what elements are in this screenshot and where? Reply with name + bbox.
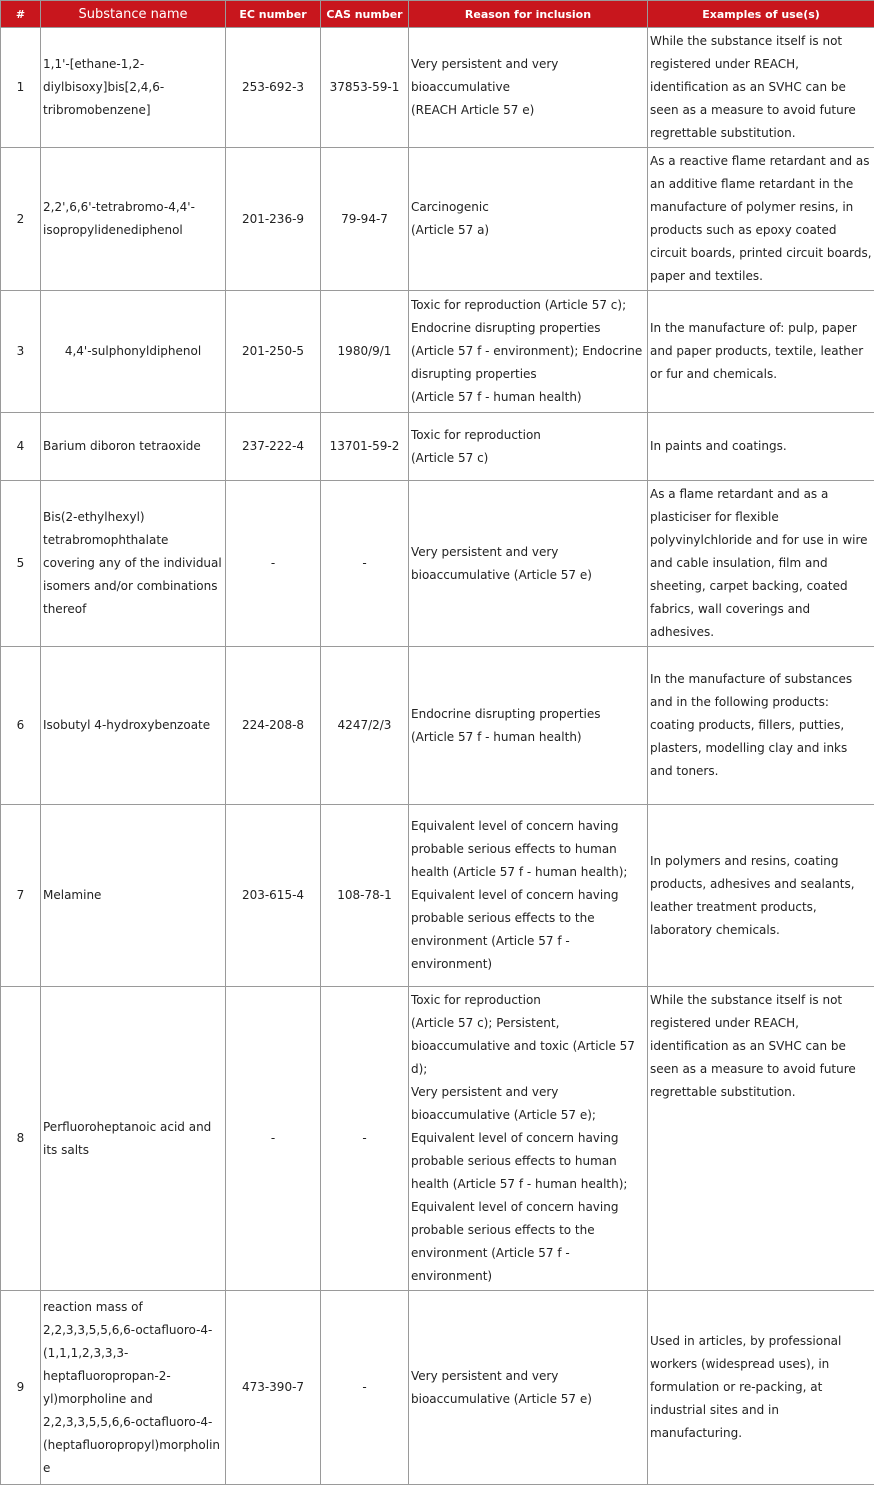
reason-for-inclusion: Very persistent and very bioaccumulative (Article 57 e) <box>409 481 648 647</box>
ec-number: 201-250-5 <box>226 291 321 413</box>
row-index: 5 <box>1 481 41 647</box>
table-row <box>1 413 874 481</box>
examples-of-use: In the manufacture of substances and in the following products: coating products, fillers, putties, plasters, modelling clay and inks and toners. <box>648 647 874 805</box>
examples-of-use: While the substance itself is not registered under REACH, identification as an SVHC can be seen as a measure to avoid future regrettable substitution. <box>648 987 874 1291</box>
table-body <box>1 28 874 1485</box>
table-row <box>1 805 874 987</box>
header-reason: Reason for inclusion <box>409 1 648 28</box>
substance-name: 2,2',6,6'-tetrabromo-4,4'-isopropylidenediphenol <box>41 148 226 291</box>
row-index: 8 <box>1 987 41 1291</box>
examples-of-use: As a flame retardant and as a plasticiser for flexible polyvinylchloride and for use in wire and cable insulation, film and sheeting, carpet backing, coated fabrics, wall coverings and adhesives. <box>648 481 874 647</box>
substance-name: Bis(2-ethylhexyl) tetrabromophthalate covering any of the individual isomers and/or combinations thereof <box>41 481 226 647</box>
substance-name: Barium diboron tetraoxide <box>41 413 226 481</box>
row-index: 3 <box>1 291 41 413</box>
header-substance-name: Substance name <box>41 1 226 28</box>
header-uses: Examples of use(s) <box>648 1 874 28</box>
ec-number: 237-222-4 <box>226 413 321 481</box>
ec-number: - <box>226 987 321 1291</box>
cas-number: - <box>321 1291 409 1485</box>
substance-name: 1,1'-[ethane-1,2-diylbisoxy]bis[2,4,6-tribromobenzene] <box>41 28 226 148</box>
substance-name: reaction mass of 2,2,3,3,5,5,6,6-octafluoro-4-(1,1,1,2,3,3,3-heptafluoropropan-2-yl)morpholine and 2,2,3,3,5,5,6,6-octafluoro-4-(heptafluoropropyl)morpholine <box>41 1291 226 1485</box>
ec-number: 224-208-8 <box>226 647 321 805</box>
row-index: 2 <box>1 148 41 291</box>
reason-for-inclusion: Toxic for reproduction (Article 57 c) <box>409 413 648 481</box>
examples-of-use: In polymers and resins, coating products, adhesives and sealants, leather treatment products, laboratory chemicals. <box>648 805 874 987</box>
reason-for-inclusion: Toxic for reproduction (Article 57 c); Endocrine disrupting properties (Article 57 f - environment); Endocrine disrupting properties (Article 57 f - human health) <box>409 291 648 413</box>
substance-name: Perfluoroheptanoic acid and its salts <box>41 987 226 1291</box>
examples-of-use: In the manufacture of: pulp, paper and paper products, textile, leather or fur and chemicals. <box>648 291 874 413</box>
reason-for-inclusion: Endocrine disrupting properties (Article 57 f - human health) <box>409 647 648 805</box>
table-row <box>1 481 874 647</box>
reason-for-inclusion: Very persistent and very bioaccumulative (Article 57 e) <box>409 1291 648 1485</box>
examples-of-use: While the substance itself is not registered under REACH, identification as an SVHC can be seen as a measure to avoid future regrettable substitution. <box>648 28 874 148</box>
cas-number: 13701-59-2 <box>321 413 409 481</box>
header-index: # <box>1 1 41 28</box>
row-index: 1 <box>1 28 41 148</box>
examples-of-use: As a reactive flame retardant and as an additive flame retardant in the manufacture of polymer resins, in products such as epoxy coated circuit boards, printed circuit boards, paper and textiles. <box>648 148 874 291</box>
header-ec-number: EC number <box>226 1 321 28</box>
table-row <box>1 987 874 1291</box>
table-row <box>1 148 874 291</box>
ec-number: 201-236-9 <box>226 148 321 291</box>
reason-for-inclusion: Very persistent and very bioaccumulative (REACH Article 57 e) <box>409 28 648 148</box>
cas-number: 108-78-1 <box>321 805 409 987</box>
examples-of-use: In paints and coatings. <box>648 413 874 481</box>
cas-number: 79-94-7 <box>321 148 409 291</box>
substance-name: Isobutyl 4-hydroxybenzoate <box>41 647 226 805</box>
cas-number: - <box>321 481 409 647</box>
ec-number: 203-615-4 <box>226 805 321 987</box>
table-row <box>1 647 874 805</box>
header-cas-number: CAS number <box>321 1 409 28</box>
table-header <box>1 1 874 28</box>
cas-number: 4247/2/3 <box>321 647 409 805</box>
substance-name: 4,4'-sulphonyldiphenol <box>41 291 226 413</box>
ec-number: 253-692-3 <box>226 28 321 148</box>
ec-number: - <box>226 481 321 647</box>
table-row <box>1 1291 874 1485</box>
cas-number: - <box>321 987 409 1291</box>
table-row <box>1 28 874 148</box>
examples-of-use: Used in articles, by professional workers (widespread uses), in formulation or re-packing, at industrial sites and in manufacturing. <box>648 1291 874 1485</box>
reason-for-inclusion: Toxic for reproduction (Article 57 c); Persistent, bioaccumulative and toxic (Article 57 d); Very persistent and very bioaccumulative (Article 57 e); Equivalent level of concern having probable serious effects to human health (Article 57 f - human health); Equivalent level of concern having probable serious effects to the environment (Article 57 f - environment) <box>409 987 648 1291</box>
ec-number: 473-390-7 <box>226 1291 321 1485</box>
reason-for-inclusion: Carcinogenic (Article 57 a) <box>409 148 648 291</box>
reason-for-inclusion: Equivalent level of concern having probable serious effects to human health (Article 57 f - human health); Equivalent level of concern having probable serious effects to the environment (Article 57 f - environment) <box>409 805 648 987</box>
substance-name: Melamine <box>41 805 226 987</box>
row-index: 6 <box>1 647 41 805</box>
cas-number: 1980/9/1 <box>321 291 409 413</box>
row-index: 7 <box>1 805 41 987</box>
cas-number: 37853-59-1 <box>321 28 409 148</box>
row-index: 9 <box>1 1291 41 1485</box>
table-row <box>1 291 874 413</box>
header-row <box>1 1 874 28</box>
row-index: 4 <box>1 413 41 481</box>
